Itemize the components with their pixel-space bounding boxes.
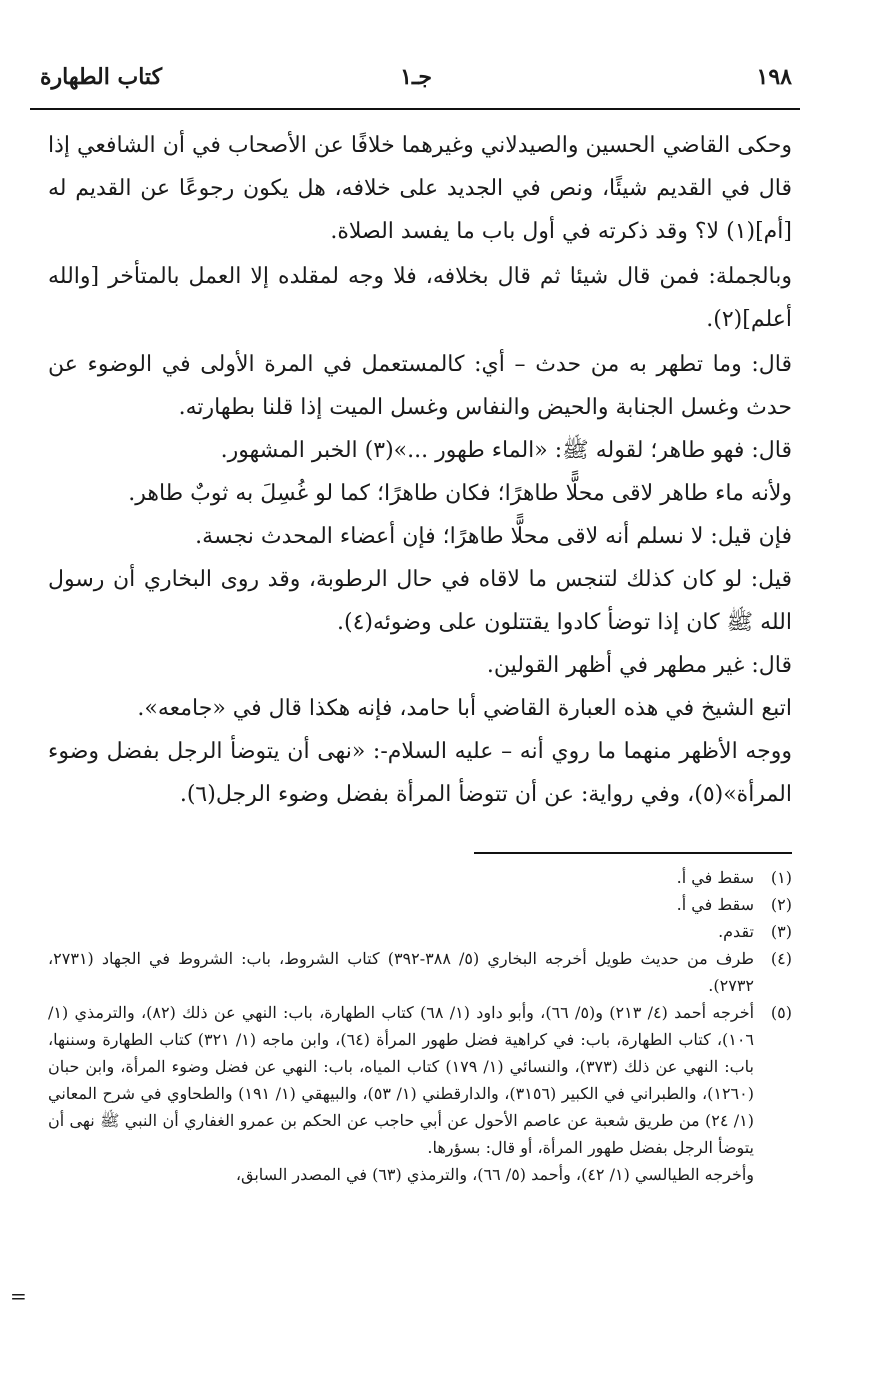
footnote-number: (٣) — [770, 922, 792, 941]
volume-label: جـ١ — [400, 64, 432, 90]
paragraph: قال: وما تطهر به من حدث – أي: كالمستعمل في المرة الأولى في الوضوء عن حدث وغسل الجنابة والحيض والنفاس وغسل الميت إذا قلنا بطهارته. — [48, 352, 792, 420]
footnotes — [48, 864, 792, 1188]
footnote-text: سقط في أ. — [676, 895, 754, 914]
paragraph: قيل: لو كان كذلك لتنجس ما لاقاه في حال الرطوبة، وقد روى البخاري أن رسول الله ﷺ كان إذا توضأ كادوا يقتتلون على وضوئه(٤). — [48, 567, 792, 635]
footnote — [48, 945, 792, 999]
footnote — [48, 864, 792, 891]
footnote-text: سقط في أ. — [676, 868, 754, 887]
book-title: كتاب الطهارة — [40, 64, 163, 90]
paragraph: وبالجملة: فمن قال شيئا ثم قال بخلافه، فلا وجه لمقلده إلا العمل بالمتأخر [والله أعلم](٢). — [48, 264, 792, 332]
footnote-continuation — [48, 1161, 792, 1188]
paragraph: فإن قيل: لا نسلم أنه لاقى محلًّا طاهرًا؛ فإن أعضاء المحدث نجسة. — [195, 524, 792, 549]
header-divider — [30, 108, 800, 110]
page-number: ١٩٨ — [756, 64, 792, 90]
footnote-number: (٢) — [770, 895, 792, 914]
footnote-text: وأخرجه الطيالسي (١/ ٤٢)، وأحمد (٥/ ٦٦)، والترمذي (٦٣) في المصدر السابق، — [235, 1165, 754, 1184]
page-header — [40, 62, 792, 102]
footnote-number: (١) — [770, 868, 792, 887]
margin-mark: = — [10, 1284, 27, 1308]
footnote-text: طرف من حديث طويل أخرجه البخاري (٥/ ٣٨٨-٣٩٢) كتاب الشروط، باب: الشروط في الجهاد (٢٧٣١، ٢٧٣٢). — [48, 949, 755, 995]
footnote — [48, 999, 792, 1161]
paragraph: قال: فهو طاهر؛ لقوله ﷺ: «الماء طهور ...»(٣) الخبر المشهور. — [220, 438, 792, 463]
paragraph: ولأنه ماء طاهر لاقى محلًّا طاهرًا؛ فكان طاهرًا؛ كما لو غُسِلَ به ثوبٌ طاهر. — [128, 481, 792, 506]
paragraph: وحكى القاضي الحسين والصيدلاني وغيرهما خلافًا عن الأصحاب في أن الشافعي إذا قال في القديم شيئًا، ونص في الجديد على خلافه، هل يكون رجوعًا عن القديم له [أم](١) لا؟ وقد ذكرته في أول باب ما يفسد الصلاة. — [48, 133, 792, 244]
main-text — [48, 124, 792, 816]
paragraph: قال: غير مطهر في أظهر القولين. — [486, 653, 792, 678]
footnote — [48, 891, 792, 918]
paragraph: ووجه الأظهر منهما ما روي أنه – عليه السلام-: «نهى أن يتوضأ الرجل بفضل وضوء المرأة»(٥)، وفي رواية: عن أن تتوضأ المرأة بفضل وضوء الرجل(٦). — [48, 739, 792, 807]
footnote — [48, 918, 792, 945]
footnote-number: (٤) — [770, 949, 792, 968]
footnote-text: تقدم. — [718, 922, 754, 941]
footnote-divider — [474, 852, 792, 854]
paragraph: اتبع الشيخ في هذه العبارة القاضي أبا حامد، فإنه هكذا قال في «جامعه». — [137, 696, 792, 721]
footnote-number: (٥) — [770, 1003, 792, 1022]
footnote-text: أخرجه أحمد (٤/ ٢١٣) و(٥/ ٦٦)، وأبو داود (١/ ٦٨) كتاب الطهارة، باب: النهي عن ذلك (٨٢)، والترمذي (١/ ١٠٦)، كتاب الطهارة، باب: في كراهية فضل طهور المرأة (٦٤)، وابن ماجه (١/ ٣٢١) كتاب الطهارة وسننها، باب: النهي عن ذلك (٣٧٣)، والنسائي (١/ ١٧٩) كتاب المياه، باب: النهي عن فضل وضوء المرأة، وابن حبان (١٢٦٠)، والطبراني في الكبير (٣١٥٦)، والدارقطني (١/ ٥٣)، والبيهقي (١/ ١٩١) والطحاوي في شرح المعاني (١/ ٢٤) من طريق شعبة عن عاصم الأحول عن أبي حاجب عن الحكم بن عمرو الغفاري أن النبي ﷺ نهى أن يتوضأ الرجل بفضل طهور المرأة، أو قال: بسؤرها. — [48, 1003, 755, 1157]
